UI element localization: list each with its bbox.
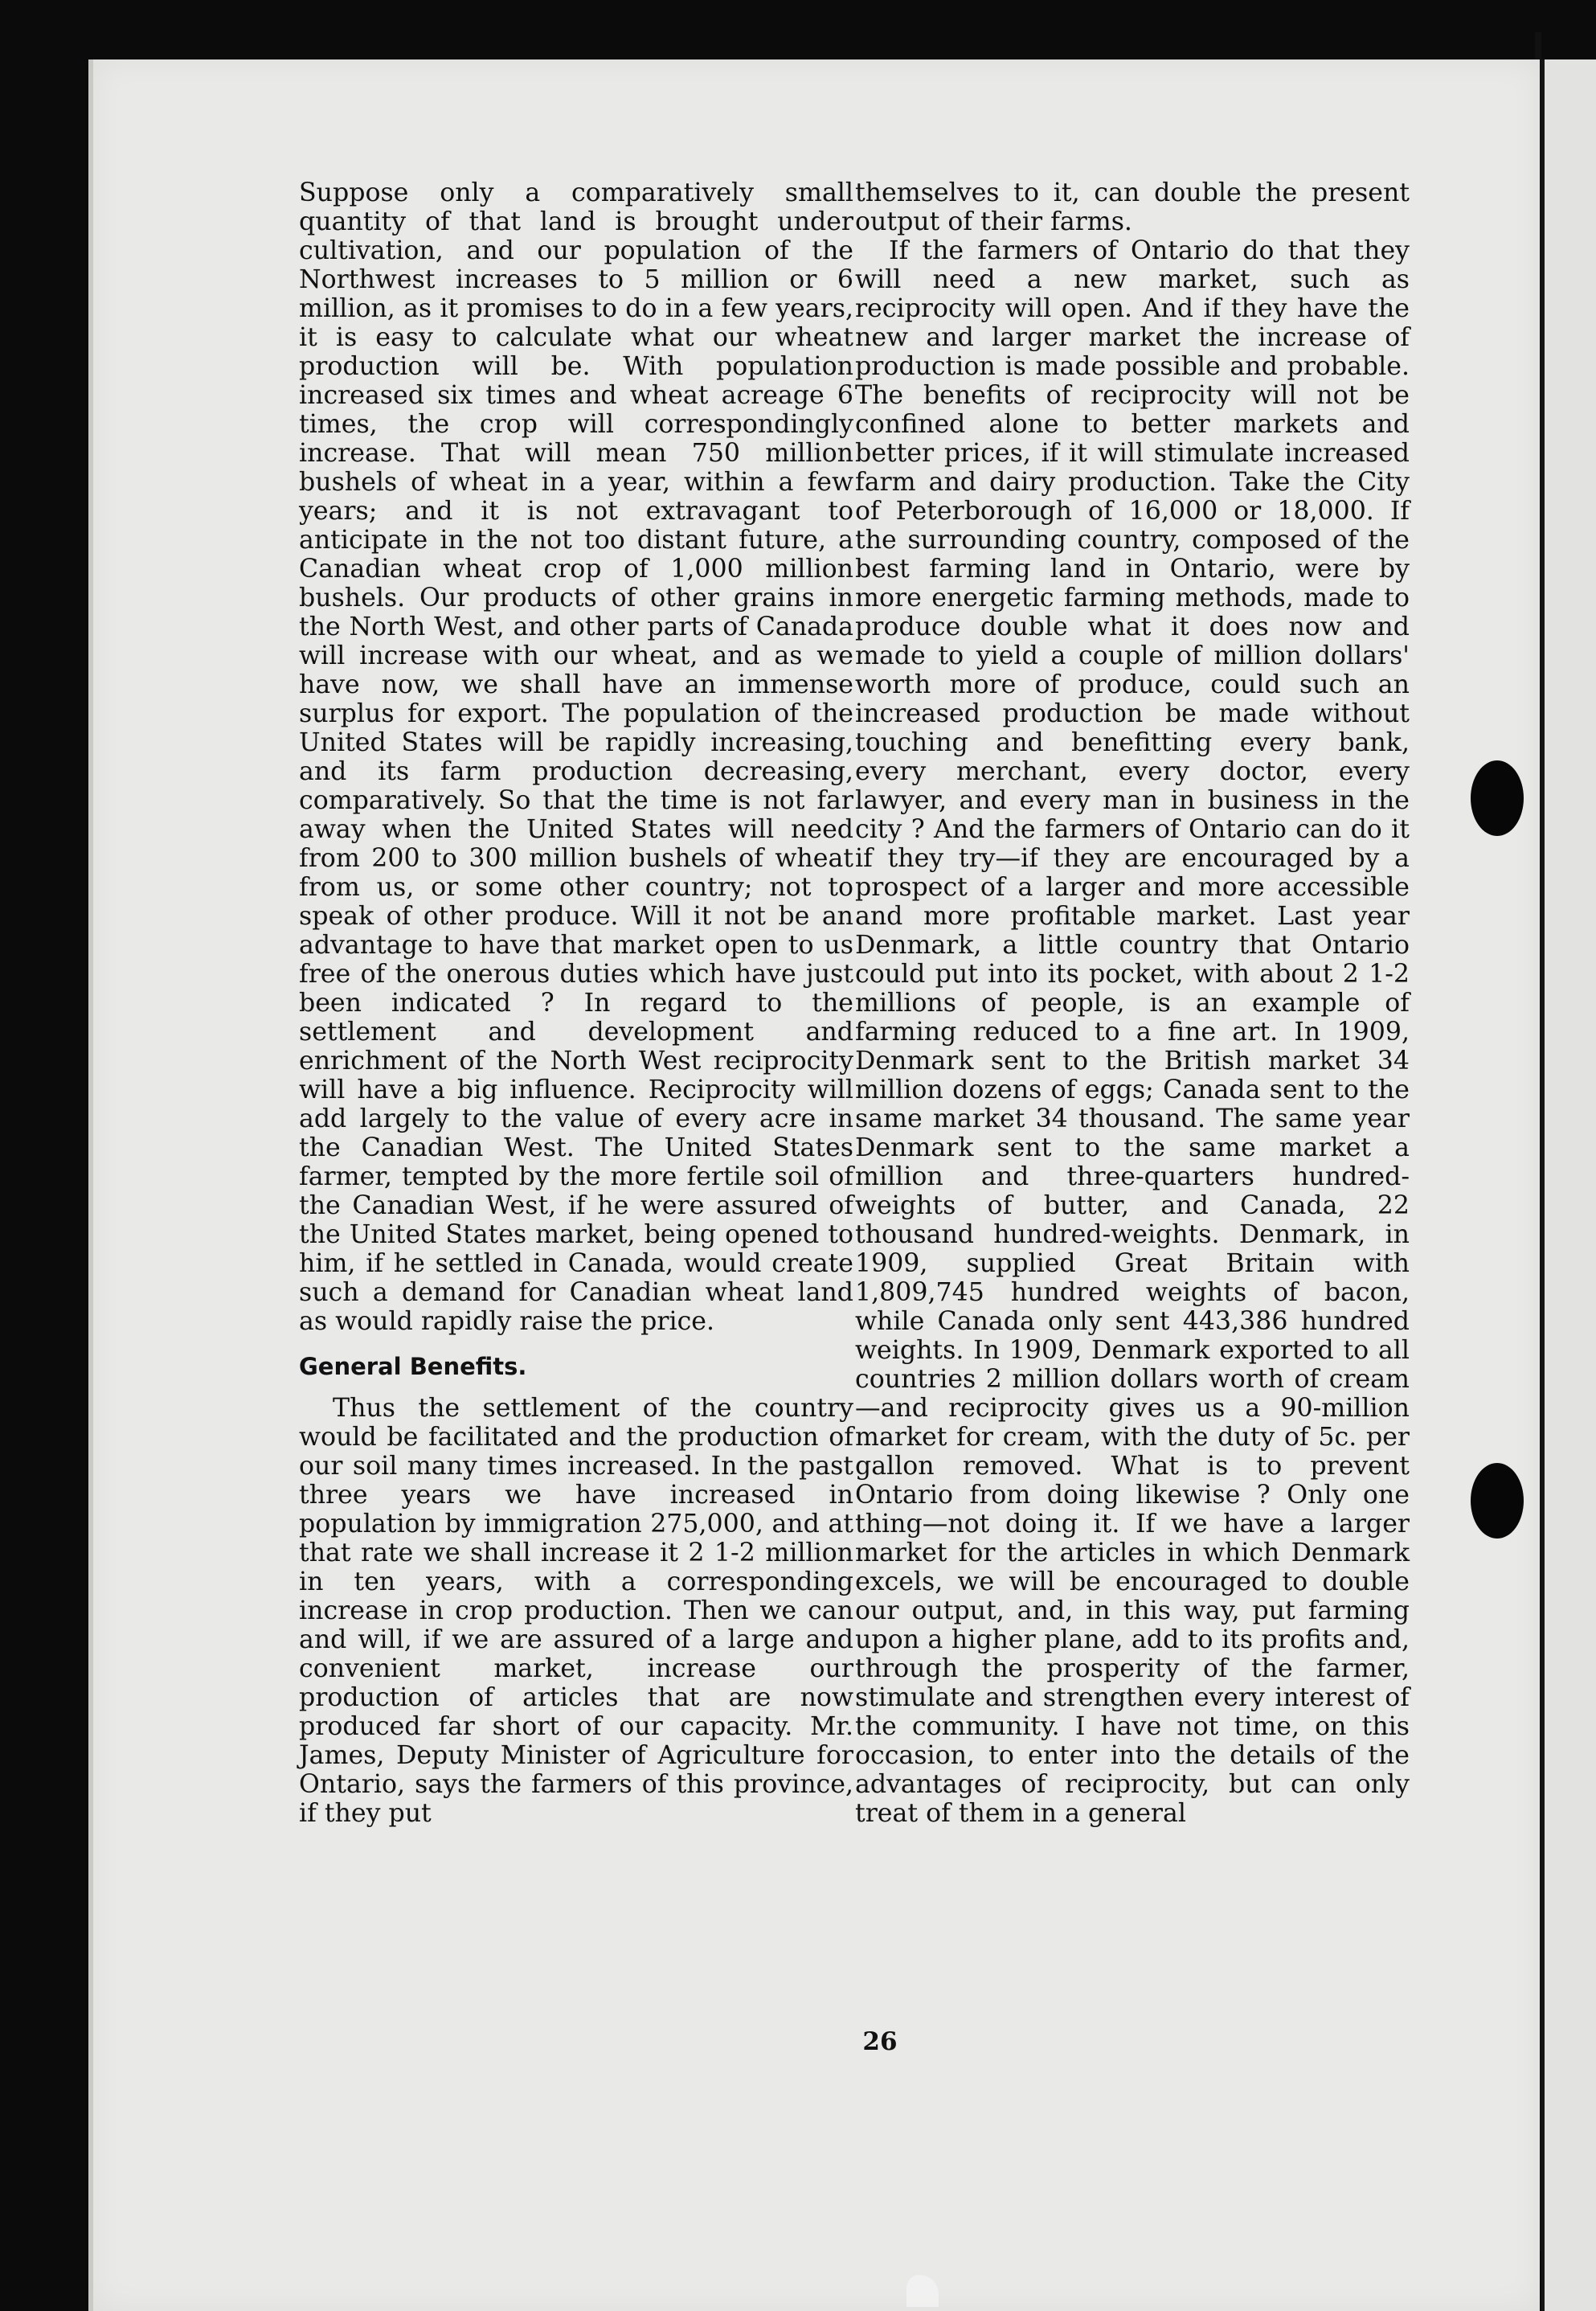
punch-hole-top xyxy=(1471,760,1524,836)
page-number: 26 xyxy=(862,2027,898,2056)
right-paragraph-2: If the farmers of Ontario do that they will need a new market, such as reciprocity will open. And if they have the new and larger market the increase of production is made possible and probable. The benefits of reciprocity will not be confined alone to better markets and better prices, if it will stimulate increased farm and dairy production. Take the City of Peterborough of 16,000 or 18,000. If the surrounding country, composed of the best farming land in Ontario, were by more energetic farming methods, made to produce double what it does now and made to yield a couple of million dollars' worth more of produce, could such an increased production be made without touching and benefitting every bank, every merchant, every doctor, every lawyer, and every man in business in the city ? And the farmers of Ontario can do it if they try—if they are encouraged by a prospect of a larger and more accessible and more profitable market. Last year Denmark, a little country that Ontario could put into its pocket, with about 2 1-2 millions of people, is an example of farming reduced to a fine art. In 1909, Denmark sent to the British market 34 million dozens of eggs; Canada sent to the same market 34 thousand. The same year Denmark sent to the same market a million and three-quarters hundred-weights of butter, and Canada, 22 thousand hundred-weights. Denmark, in 1909, supplied Great Britain with 1,809,745 hundred weights of bacon, while Canada only sent 443,386 hundred weights. In 1909, Denmark exported to all countries 2 million dollars worth of cream—and reciprocity gives us a 90-million market for cream, with the duty of 5c. per gallon removed. What is to prevent Ontario from doing likewise ? Only one thing—not doing it. If we have a larger market for the articles in which Denmark excels, we will be encouraged to double our output, and, in this way, put farming upon a higher plane, add to its profits and, through the prosperity of the farmer, stimulate and strengthen every interest of the community. I have not time, on this occasion, to enter into the details of the advantages of reciprocity, but can only treat of them in a general xyxy=(855,236,1410,1828)
next-page-edge xyxy=(1541,59,1596,2311)
right-paragraph-1: themselves to it, can double the present output of their farms. xyxy=(855,178,1410,236)
right-column xyxy=(855,178,1410,1828)
section-heading: General Benefits. xyxy=(299,1353,527,1380)
left-paragraph-1: Suppose only a comparatively small quantity of that land is brought under cultivation, and our population of the Northwest increases to 5 million or 6 million, as it promises to do in a few years, it is easy to calculate what our wheat production will be. With population increased six times and wheat acreage 6 times, the crop will correspondingly increase. That will mean 750 million bushels of wheat in a year, within a few years; and it is not extravagant to anticipate in the not too distant future, a Canadian wheat crop of 1,000 million bushels. Our products of other grains in the North West, and other parts of Canada will increase with our wheat, and as we have now, we shall have an immense surplus for export. The population of the United States will be rapidly increasing, and its farm production decreasing, comparatively. So that the time is not far away when the United States will need from 200 to 300 million bushels of wheat from us, or some other country; not to speak of other produce. Will it not be an advantage to have that market open to us free of the onerous duties which have just been indicated ? In regard to the settlement and development and enrichment of the North West reciprocity will have a big influence. Reciprocity will add largely to the value of every acre in the Canadian West. The United States farmer, tempted by the more fertile soil of the Canadian West, if he were assured of the United States market, being opened to him, if he settled in Canada, would create such a demand for Canadian wheat land as would rapidly raise the price. xyxy=(299,178,853,1336)
left-paragraph-2: Thus the settlement of the country would be facilitated and the production of our soil many times increased. In the past three years we have increased in population by immigration 275,000, and at that rate we shall increase it 2 1-2 million in ten years, with a corresponding increase in crop production. Then we can and will, if we are assured of a large and convenient market, increase our production of articles that are now produced far short of our capacity. Mr. James, Deputy Minister of Agriculture for Ontario, says the farmers of this province, if they put xyxy=(299,1394,853,1828)
left-column xyxy=(299,178,853,1828)
punch-hole-bottom xyxy=(1471,1463,1524,1539)
